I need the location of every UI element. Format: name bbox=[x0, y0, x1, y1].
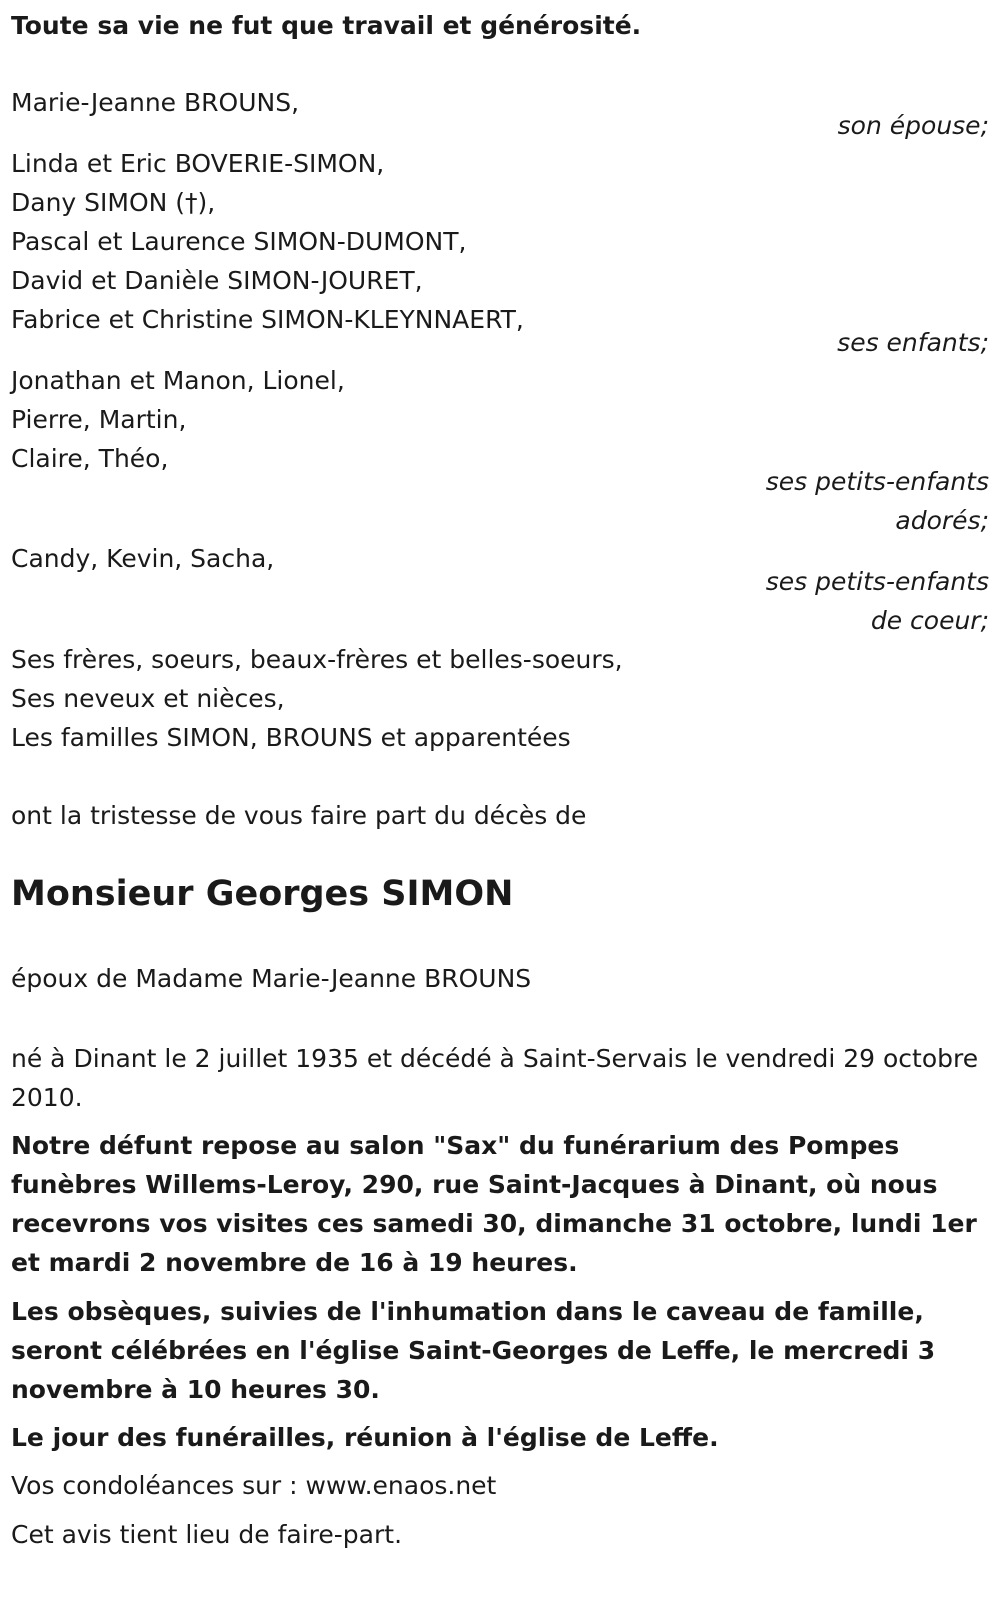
family-name-line: Ses neveux et nièces, bbox=[11, 684, 285, 713]
family-name-line: Linda et Eric BOVERIE-SIMON, bbox=[11, 149, 385, 178]
family-name-line: Pierre, Martin, bbox=[11, 405, 187, 434]
family-name-line: Marie-Jeanne BROUNS, bbox=[11, 88, 300, 117]
family-name-line: Jonathan et Manon, Lionel, bbox=[11, 366, 345, 395]
relation-label: son épouse; bbox=[837, 111, 989, 140]
family-name-line: Dany SIMON (†), bbox=[11, 188, 216, 217]
family-name-line: Fabrice et Christine SIMON-KLEYNNAERT, bbox=[11, 305, 524, 334]
deceased-name: Monsieur Georges SIMON bbox=[11, 874, 514, 914]
relation-label: adorés; bbox=[895, 506, 989, 535]
visitation-paragraph: Notre défunt repose au salon "Sax" du funérarium des Pompes funèbres Willems-Leroy, 290, rue Saint-Jacques à Dinant, où nous recevrons vos visites ces samedi 30, dimanche 31 octobre, lundi 1er et mardi 2 novembre de 16 à 19 heures. bbox=[11, 1131, 977, 1277]
motto: Toute sa vie ne fut que travail et générosité. bbox=[11, 11, 642, 40]
relation-label: ses petits-enfants bbox=[765, 467, 989, 496]
family-name-line: Pascal et Laurence SIMON-DUMONT, bbox=[11, 227, 467, 256]
birth-death-paragraph: né à Dinant le 2 juillet 1935 et décédé à Saint-Servais le vendredi 29 octobre 2010. bbox=[11, 1044, 979, 1112]
obituary-notice bbox=[11, 0, 989, 1608]
announcement: ont la tristesse de vous faire part du décès de bbox=[11, 801, 587, 830]
closing-line: Cet avis tient lieu de faire-part. bbox=[11, 1520, 403, 1549]
family-name-line: David et Danièle SIMON-JOURET, bbox=[11, 266, 423, 295]
relation-label: ses petits-enfants bbox=[765, 567, 989, 596]
condolences-line: Vos condoléances sur : www.enaos.net bbox=[11, 1471, 497, 1500]
spouse-line: époux de Madame Marie-Jeanne BROUNS bbox=[11, 964, 532, 993]
relation-label: de coeur; bbox=[870, 606, 989, 635]
meeting-paragraph: Le jour des funérailles, réunion à l'église de Leffe. bbox=[11, 1423, 719, 1452]
family-name-line: Claire, Théo, bbox=[11, 444, 169, 473]
family-name-line: Les familles SIMON, BROUNS et apparentées bbox=[11, 723, 571, 752]
family-name-line: Ses frères, soeurs, beaux-frères et belles-soeurs, bbox=[11, 645, 623, 674]
family-name-line: Candy, Kevin, Sacha, bbox=[11, 544, 275, 573]
relation-label: ses enfants; bbox=[837, 328, 989, 357]
funeral-paragraph: Les obsèques, suivies de l'inhumation dans le caveau de famille, seront célébrées en l'église Saint-Georges de Leffe, le mercredi 3 novembre à 10 heures 30. bbox=[11, 1297, 936, 1404]
